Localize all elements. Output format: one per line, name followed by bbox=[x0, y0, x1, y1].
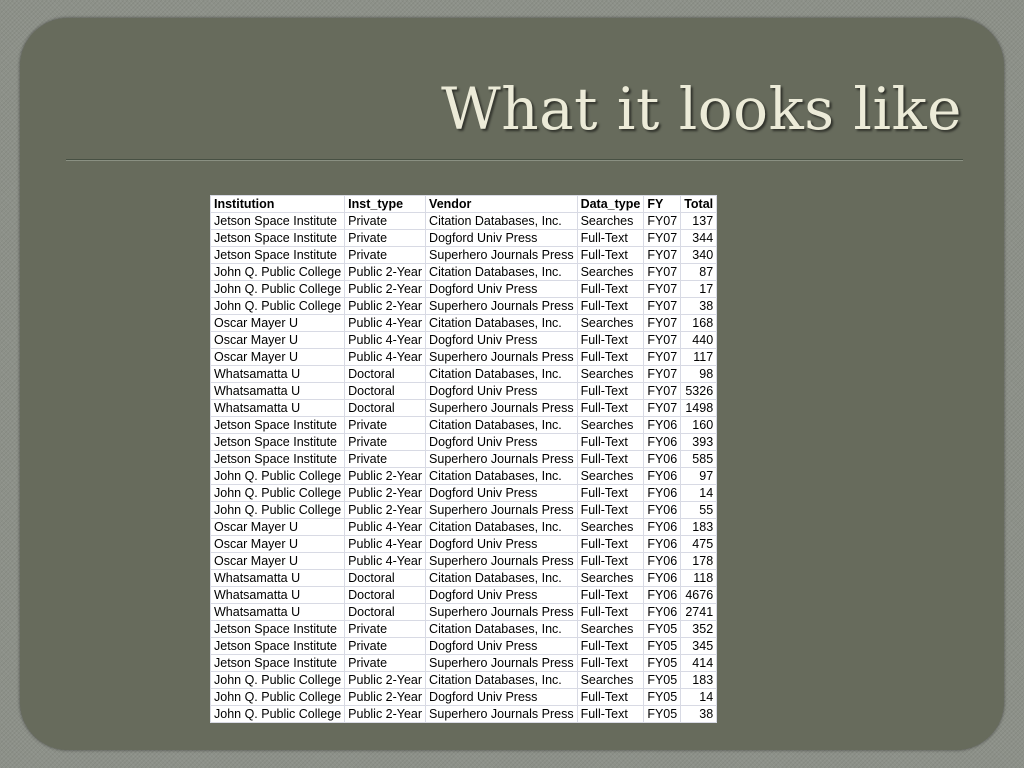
cell-fy: FY07 bbox=[644, 349, 681, 366]
column-header-vendor: Vendor bbox=[426, 196, 578, 213]
cell-total: 17 bbox=[681, 281, 717, 298]
cell-data-type: Full-Text bbox=[577, 485, 644, 502]
cell-total: 475 bbox=[681, 536, 717, 553]
cell-institution: Jetson Space Institute bbox=[211, 417, 345, 434]
cell-total: 168 bbox=[681, 315, 717, 332]
cell-total: 98 bbox=[681, 366, 717, 383]
cell-fy: FY05 bbox=[644, 689, 681, 706]
cell-inst-type: Doctoral bbox=[345, 383, 426, 400]
column-header-inst-type: Inst_type bbox=[345, 196, 426, 213]
cell-data-type: Searches bbox=[577, 468, 644, 485]
cell-vendor: Dogford Univ Press bbox=[426, 536, 578, 553]
table-row bbox=[211, 621, 717, 638]
cell-vendor: Superhero Journals Press bbox=[426, 655, 578, 672]
cell-total: 87 bbox=[681, 264, 717, 281]
cell-total: 2741 bbox=[681, 604, 717, 621]
cell-data-type: Searches bbox=[577, 672, 644, 689]
cell-total: 183 bbox=[681, 519, 717, 536]
cell-institution: John Q. Public College bbox=[211, 672, 345, 689]
cell-inst-type: Public 4-Year bbox=[345, 349, 426, 366]
cell-total: 137 bbox=[681, 213, 717, 230]
slide-title: What it looks like bbox=[441, 75, 962, 143]
table-header-row bbox=[211, 196, 717, 213]
table-row bbox=[211, 536, 717, 553]
cell-fy: FY06 bbox=[644, 570, 681, 587]
cell-vendor: Dogford Univ Press bbox=[426, 587, 578, 604]
cell-inst-type: Public 2-Year bbox=[345, 706, 426, 723]
cell-vendor: Superhero Journals Press bbox=[426, 502, 578, 519]
cell-vendor: Dogford Univ Press bbox=[426, 434, 578, 451]
table-row bbox=[211, 604, 717, 621]
cell-fy: FY06 bbox=[644, 502, 681, 519]
cell-institution: John Q. Public College bbox=[211, 502, 345, 519]
cell-inst-type: Private bbox=[345, 655, 426, 672]
cell-data-type: Full-Text bbox=[577, 502, 644, 519]
cell-vendor: Dogford Univ Press bbox=[426, 281, 578, 298]
cell-data-type: Full-Text bbox=[577, 434, 644, 451]
table-row bbox=[211, 519, 717, 536]
cell-inst-type: Public 2-Year bbox=[345, 689, 426, 706]
cell-total: 5326 bbox=[681, 383, 717, 400]
cell-fy: FY05 bbox=[644, 621, 681, 638]
cell-data-type: Full-Text bbox=[577, 587, 644, 604]
cell-fy: FY05 bbox=[644, 638, 681, 655]
table-row bbox=[211, 655, 717, 672]
cell-data-type: Full-Text bbox=[577, 400, 644, 417]
cell-total: 178 bbox=[681, 553, 717, 570]
column-header-data-type: Data_type bbox=[577, 196, 644, 213]
cell-data-type: Searches bbox=[577, 621, 644, 638]
cell-institution: Jetson Space Institute bbox=[211, 213, 345, 230]
cell-vendor: Superhero Journals Press bbox=[426, 553, 578, 570]
cell-institution: John Q. Public College bbox=[211, 298, 345, 315]
cell-vendor: Dogford Univ Press bbox=[426, 689, 578, 706]
cell-total: 118 bbox=[681, 570, 717, 587]
cell-inst-type: Public 2-Year bbox=[345, 264, 426, 281]
table-row bbox=[211, 366, 717, 383]
cell-institution: Jetson Space Institute bbox=[211, 434, 345, 451]
cell-institution: Oscar Mayer U bbox=[211, 349, 345, 366]
cell-data-type: Full-Text bbox=[577, 689, 644, 706]
cell-institution: Oscar Mayer U bbox=[211, 553, 345, 570]
cell-data-type: Searches bbox=[577, 315, 644, 332]
cell-institution: John Q. Public College bbox=[211, 468, 345, 485]
table-row bbox=[211, 638, 717, 655]
cell-inst-type: Doctoral bbox=[345, 570, 426, 587]
cell-institution: John Q. Public College bbox=[211, 485, 345, 502]
table-row bbox=[211, 400, 717, 417]
cell-inst-type: Public 4-Year bbox=[345, 553, 426, 570]
cell-data-type: Full-Text bbox=[577, 349, 644, 366]
table-row bbox=[211, 417, 717, 434]
table-container bbox=[210, 195, 717, 723]
cell-inst-type: Private bbox=[345, 230, 426, 247]
cell-institution: John Q. Public College bbox=[211, 281, 345, 298]
cell-fy: FY07 bbox=[644, 400, 681, 417]
cell-data-type: Searches bbox=[577, 366, 644, 383]
cell-institution: John Q. Public College bbox=[211, 706, 345, 723]
cell-data-type: Full-Text bbox=[577, 230, 644, 247]
cell-total: 4676 bbox=[681, 587, 717, 604]
column-header-institution: Institution bbox=[211, 196, 345, 213]
cell-fy: FY06 bbox=[644, 434, 681, 451]
cell-fy: FY07 bbox=[644, 298, 681, 315]
cell-fy: FY07 bbox=[644, 332, 681, 349]
cell-inst-type: Public 4-Year bbox=[345, 332, 426, 349]
table-row bbox=[211, 570, 717, 587]
cell-total: 117 bbox=[681, 349, 717, 366]
table-row bbox=[211, 298, 717, 315]
cell-total: 345 bbox=[681, 638, 717, 655]
cell-vendor: Superhero Journals Press bbox=[426, 400, 578, 417]
cell-total: 14 bbox=[681, 485, 717, 502]
cell-data-type: Full-Text bbox=[577, 247, 644, 264]
cell-total: 183 bbox=[681, 672, 717, 689]
cell-vendor: Superhero Journals Press bbox=[426, 451, 578, 468]
cell-data-type: Full-Text bbox=[577, 553, 644, 570]
column-header-fy: FY bbox=[644, 196, 681, 213]
cell-institution: Oscar Mayer U bbox=[211, 332, 345, 349]
cell-inst-type: Doctoral bbox=[345, 587, 426, 604]
cell-fy: FY07 bbox=[644, 315, 681, 332]
cell-total: 160 bbox=[681, 417, 717, 434]
cell-institution: John Q. Public College bbox=[211, 264, 345, 281]
cell-institution: Jetson Space Institute bbox=[211, 247, 345, 264]
cell-inst-type: Doctoral bbox=[345, 604, 426, 621]
cell-fy: FY05 bbox=[644, 672, 681, 689]
cell-fy: FY06 bbox=[644, 553, 681, 570]
cell-inst-type: Private bbox=[345, 451, 426, 468]
cell-institution: Jetson Space Institute bbox=[211, 230, 345, 247]
table-body bbox=[211, 213, 717, 723]
cell-fy: FY07 bbox=[644, 247, 681, 264]
cell-total: 440 bbox=[681, 332, 717, 349]
cell-fy: FY07 bbox=[644, 366, 681, 383]
cell-institution: Whatsamatta U bbox=[211, 604, 345, 621]
cell-vendor: Superhero Journals Press bbox=[426, 298, 578, 315]
cell-total: 414 bbox=[681, 655, 717, 672]
cell-vendor: Superhero Journals Press bbox=[426, 706, 578, 723]
cell-inst-type: Public 4-Year bbox=[345, 519, 426, 536]
cell-fy: FY06 bbox=[644, 587, 681, 604]
cell-data-type: Searches bbox=[577, 570, 644, 587]
cell-total: 55 bbox=[681, 502, 717, 519]
cell-fy: FY07 bbox=[644, 281, 681, 298]
cell-total: 97 bbox=[681, 468, 717, 485]
title-divider bbox=[66, 159, 963, 161]
cell-vendor: Citation Databases, Inc. bbox=[426, 621, 578, 638]
cell-vendor: Citation Databases, Inc. bbox=[426, 672, 578, 689]
cell-institution: John Q. Public College bbox=[211, 689, 345, 706]
cell-total: 585 bbox=[681, 451, 717, 468]
cell-data-type: Full-Text bbox=[577, 298, 644, 315]
cell-fy: FY06 bbox=[644, 468, 681, 485]
column-header-total: Total bbox=[681, 196, 717, 213]
table-row bbox=[211, 349, 717, 366]
cell-vendor: Citation Databases, Inc. bbox=[426, 315, 578, 332]
cell-inst-type: Private bbox=[345, 213, 426, 230]
cell-total: 1498 bbox=[681, 400, 717, 417]
cell-data-type: Searches bbox=[577, 519, 644, 536]
table-row bbox=[211, 502, 717, 519]
cell-data-type: Searches bbox=[577, 213, 644, 230]
cell-vendor: Dogford Univ Press bbox=[426, 383, 578, 400]
cell-inst-type: Public 4-Year bbox=[345, 536, 426, 553]
cell-institution: Jetson Space Institute bbox=[211, 638, 345, 655]
cell-total: 38 bbox=[681, 298, 717, 315]
table-row bbox=[211, 264, 717, 281]
cell-fy: FY06 bbox=[644, 417, 681, 434]
cell-fy: FY07 bbox=[644, 264, 681, 281]
cell-vendor: Citation Databases, Inc. bbox=[426, 417, 578, 434]
cell-fy: FY06 bbox=[644, 485, 681, 502]
cell-vendor: Superhero Journals Press bbox=[426, 247, 578, 264]
table-row bbox=[211, 281, 717, 298]
cell-institution: Oscar Mayer U bbox=[211, 315, 345, 332]
cell-fy: FY06 bbox=[644, 519, 681, 536]
cell-vendor: Citation Databases, Inc. bbox=[426, 519, 578, 536]
cell-institution: Whatsamatta U bbox=[211, 570, 345, 587]
cell-institution: Oscar Mayer U bbox=[211, 536, 345, 553]
table-row bbox=[211, 587, 717, 604]
cell-vendor: Dogford Univ Press bbox=[426, 485, 578, 502]
cell-inst-type: Doctoral bbox=[345, 366, 426, 383]
cell-institution: Whatsamatta U bbox=[211, 366, 345, 383]
cell-total: 340 bbox=[681, 247, 717, 264]
cell-vendor: Citation Databases, Inc. bbox=[426, 264, 578, 281]
cell-fy: FY06 bbox=[644, 536, 681, 553]
cell-data-type: Full-Text bbox=[577, 655, 644, 672]
cell-institution: Oscar Mayer U bbox=[211, 519, 345, 536]
table-row bbox=[211, 468, 717, 485]
cell-fy: FY05 bbox=[644, 655, 681, 672]
cell-fy: FY07 bbox=[644, 230, 681, 247]
cell-fy: FY07 bbox=[644, 213, 681, 230]
cell-vendor: Citation Databases, Inc. bbox=[426, 468, 578, 485]
table-row bbox=[211, 230, 717, 247]
cell-data-type: Searches bbox=[577, 417, 644, 434]
table-row bbox=[211, 706, 717, 723]
table-row bbox=[211, 383, 717, 400]
cell-fy: FY06 bbox=[644, 451, 681, 468]
cell-data-type: Full-Text bbox=[577, 281, 644, 298]
cell-vendor: Dogford Univ Press bbox=[426, 638, 578, 655]
cell-inst-type: Private bbox=[345, 434, 426, 451]
cell-fy: FY05 bbox=[644, 706, 681, 723]
table-row bbox=[211, 672, 717, 689]
cell-inst-type: Private bbox=[345, 638, 426, 655]
cell-inst-type: Private bbox=[345, 417, 426, 434]
cell-inst-type: Private bbox=[345, 621, 426, 638]
cell-data-type: Full-Text bbox=[577, 451, 644, 468]
cell-total: 393 bbox=[681, 434, 717, 451]
table-row bbox=[211, 213, 717, 230]
cell-institution: Whatsamatta U bbox=[211, 383, 345, 400]
data-table bbox=[210, 195, 717, 723]
cell-inst-type: Public 2-Year bbox=[345, 672, 426, 689]
cell-vendor: Dogford Univ Press bbox=[426, 332, 578, 349]
cell-data-type: Full-Text bbox=[577, 638, 644, 655]
cell-vendor: Dogford Univ Press bbox=[426, 230, 578, 247]
cell-vendor: Citation Databases, Inc. bbox=[426, 366, 578, 383]
cell-inst-type: Doctoral bbox=[345, 400, 426, 417]
table-row bbox=[211, 332, 717, 349]
cell-total: 352 bbox=[681, 621, 717, 638]
cell-data-type: Full-Text bbox=[577, 604, 644, 621]
cell-data-type: Full-Text bbox=[577, 332, 644, 349]
cell-inst-type: Private bbox=[345, 247, 426, 264]
table-row bbox=[211, 485, 717, 502]
cell-total: 38 bbox=[681, 706, 717, 723]
cell-inst-type: Public 4-Year bbox=[345, 315, 426, 332]
table-row bbox=[211, 689, 717, 706]
cell-inst-type: Public 2-Year bbox=[345, 281, 426, 298]
cell-inst-type: Public 2-Year bbox=[345, 485, 426, 502]
cell-vendor: Superhero Journals Press bbox=[426, 349, 578, 366]
cell-institution: Whatsamatta U bbox=[211, 587, 345, 604]
cell-inst-type: Public 2-Year bbox=[345, 298, 426, 315]
cell-total: 344 bbox=[681, 230, 717, 247]
cell-institution: Jetson Space Institute bbox=[211, 621, 345, 638]
cell-institution: Jetson Space Institute bbox=[211, 451, 345, 468]
cell-institution: Jetson Space Institute bbox=[211, 655, 345, 672]
table-row bbox=[211, 247, 717, 264]
cell-vendor: Citation Databases, Inc. bbox=[426, 213, 578, 230]
table-row bbox=[211, 451, 717, 468]
cell-data-type: Searches bbox=[577, 264, 644, 281]
cell-vendor: Citation Databases, Inc. bbox=[426, 570, 578, 587]
cell-data-type: Full-Text bbox=[577, 536, 644, 553]
cell-total: 14 bbox=[681, 689, 717, 706]
cell-fy: FY07 bbox=[644, 383, 681, 400]
cell-data-type: Full-Text bbox=[577, 383, 644, 400]
cell-inst-type: Public 2-Year bbox=[345, 468, 426, 485]
cell-fy: FY06 bbox=[644, 604, 681, 621]
cell-vendor: Superhero Journals Press bbox=[426, 604, 578, 621]
cell-data-type: Full-Text bbox=[577, 706, 644, 723]
table-row bbox=[211, 434, 717, 451]
table-row bbox=[211, 315, 717, 332]
cell-institution: Whatsamatta U bbox=[211, 400, 345, 417]
cell-inst-type: Public 2-Year bbox=[345, 502, 426, 519]
table-row bbox=[211, 553, 717, 570]
